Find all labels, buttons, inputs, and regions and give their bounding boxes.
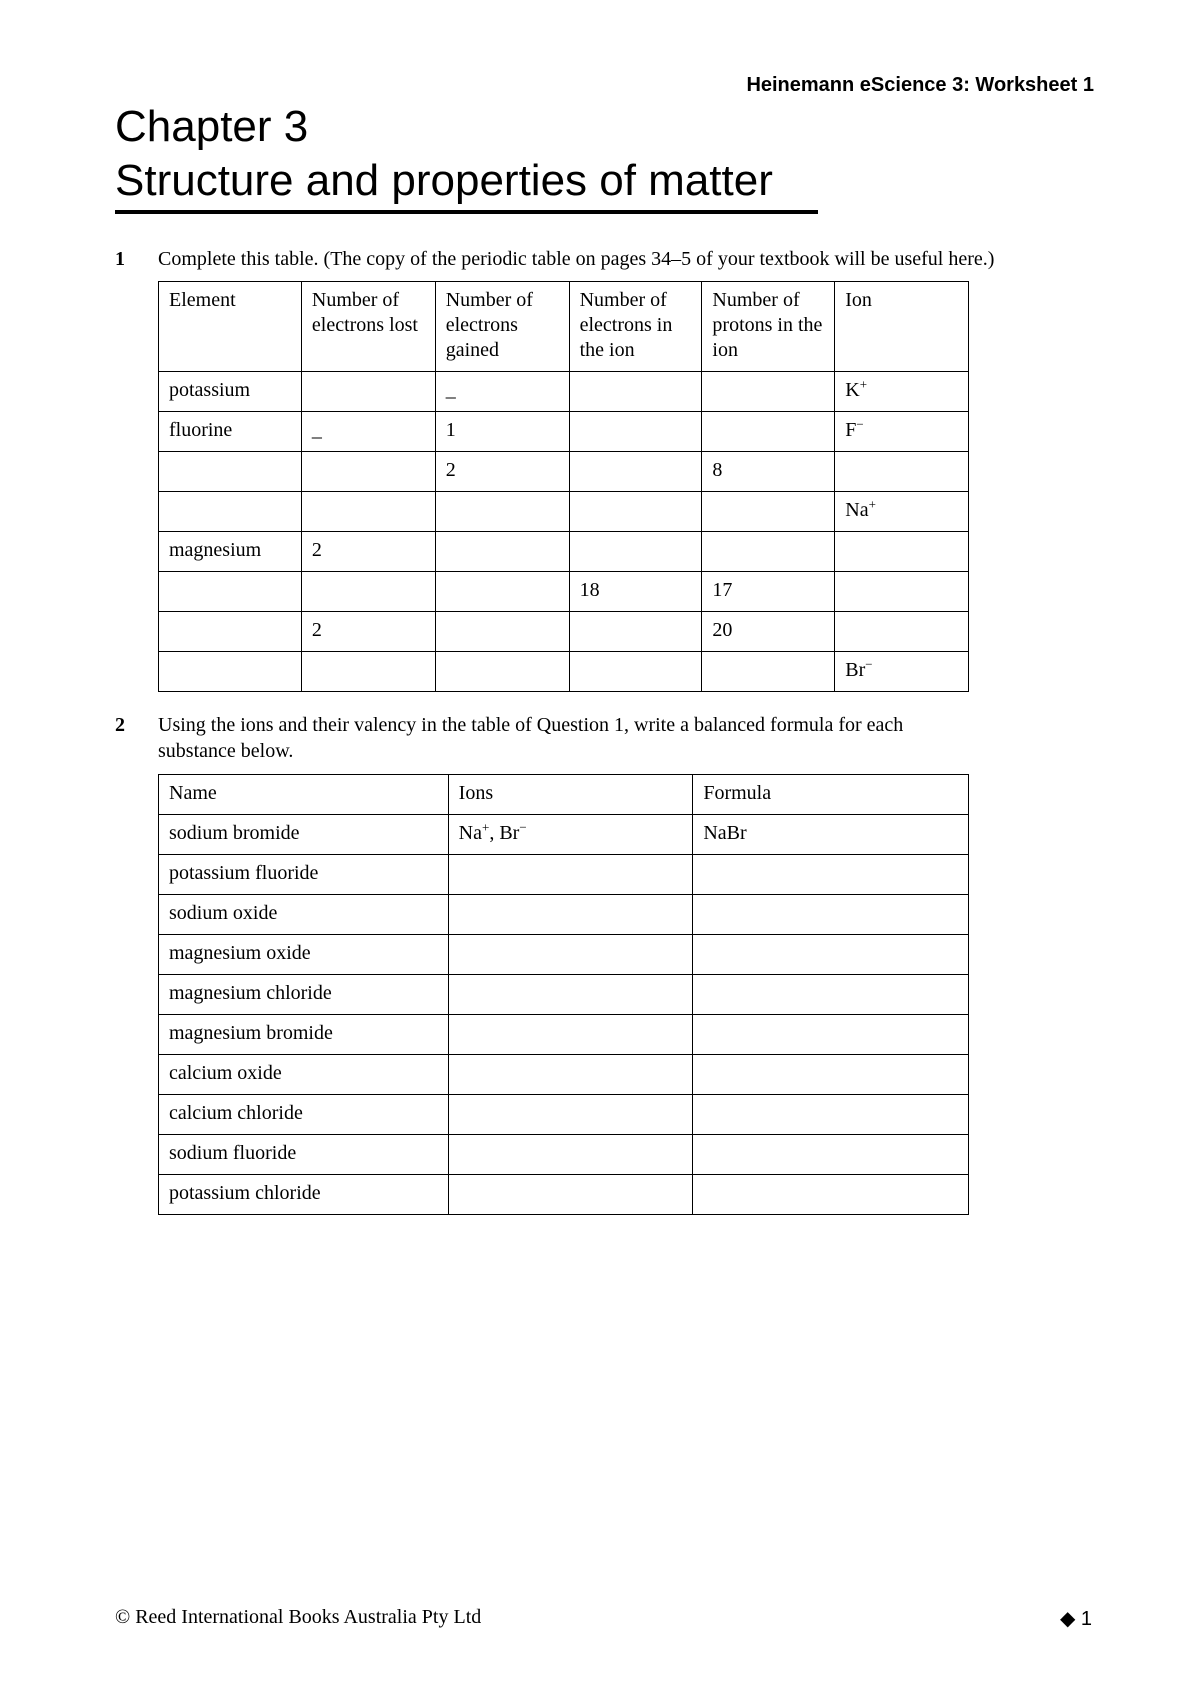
table-row <box>159 372 969 412</box>
header-cell: Element <box>159 282 302 372</box>
element-cell <box>159 612 302 652</box>
table-row <box>159 452 969 492</box>
element-cell <box>159 572 302 612</box>
table-row <box>159 855 969 895</box>
header-cell: Number of protons in the ion <box>702 282 835 372</box>
ion-cell: Na+ <box>835 492 969 532</box>
protons-in-ion-cell: 20 <box>702 612 835 652</box>
element-cell: magnesium <box>159 532 302 572</box>
ion-cell <box>835 612 969 652</box>
element-cell <box>159 452 302 492</box>
table-row <box>159 1135 969 1175</box>
electrons-gained-cell: _ <box>435 372 569 412</box>
ions-cell <box>448 1175 693 1215</box>
table-row <box>159 1055 969 1095</box>
electrons-lost-cell <box>301 652 435 692</box>
ions-cell <box>448 1135 693 1175</box>
formula-cell <box>693 975 969 1015</box>
table-row <box>159 975 969 1015</box>
ions-cell <box>448 855 693 895</box>
protons-in-ion-cell <box>702 652 835 692</box>
table-row <box>159 572 969 612</box>
question-number: 2 <box>115 714 125 736</box>
electrons-in-ion-cell: 18 <box>569 572 702 612</box>
name-cell: magnesium oxide <box>159 935 449 975</box>
protons-in-ion-cell <box>702 372 835 412</box>
name-cell: calcium oxide <box>159 1055 449 1095</box>
electrons-gained-cell <box>435 652 569 692</box>
electrons-lost-cell <box>301 372 435 412</box>
ions-cell <box>448 1055 693 1095</box>
table-row <box>159 895 969 935</box>
ions-cell <box>448 1015 693 1055</box>
protons-in-ion-cell <box>702 412 835 452</box>
ions-cell <box>448 975 693 1015</box>
ion-cell <box>835 572 969 612</box>
name-cell: sodium oxide <box>159 895 449 935</box>
header-cell: Ions <box>448 775 693 815</box>
formula-cell <box>693 1135 969 1175</box>
table-row <box>159 1175 969 1215</box>
name-cell: magnesium chloride <box>159 975 449 1015</box>
table-row <box>159 612 969 652</box>
electrons-lost-cell: 2 <box>301 612 435 652</box>
ions-cell <box>448 895 693 935</box>
ion-cell <box>835 532 969 572</box>
table-header-row <box>159 282 969 372</box>
table-row <box>159 1095 969 1135</box>
protons-in-ion-cell <box>702 492 835 532</box>
formula-cell <box>693 895 969 935</box>
electrons-gained-cell <box>435 612 569 652</box>
table-header-row <box>159 775 969 815</box>
table-row <box>159 652 969 692</box>
formula-cell <box>693 855 969 895</box>
element-cell: potassium <box>159 372 302 412</box>
electrons-lost-cell <box>301 452 435 492</box>
title-underline <box>115 210 818 214</box>
formula-cell <box>693 1015 969 1055</box>
electrons-gained-cell: 2 <box>435 452 569 492</box>
electrons-in-ion-cell <box>569 612 702 652</box>
formula-cell: NaBr <box>693 815 969 855</box>
electrons-in-ion-cell <box>569 372 702 412</box>
protons-in-ion-cell <box>702 532 835 572</box>
ion-cell <box>835 452 969 492</box>
question-1 <box>115 246 1115 272</box>
element-cell <box>159 492 302 532</box>
name-cell: sodium fluoride <box>159 1135 449 1175</box>
ion-cell: F− <box>835 412 969 452</box>
table-row <box>159 412 969 452</box>
formula-cell <box>693 935 969 975</box>
question-prompt: Complete this table. (The copy of the periodic table on pages 34–5 of your textbook will be useful here.) <box>158 248 995 270</box>
name-cell: sodium bromide <box>159 815 449 855</box>
electrons-in-ion-cell <box>569 532 702 572</box>
header-cell: Number of electrons gained <box>435 282 569 372</box>
formula-cell <box>693 1095 969 1135</box>
question-number: 1 <box>115 248 125 270</box>
electrons-in-ion-cell <box>569 652 702 692</box>
electrons-lost-cell: _ <box>301 412 435 452</box>
electrons-lost-cell <box>301 492 435 532</box>
electrons-lost-cell <box>301 572 435 612</box>
chapter-number: Chapter 3 <box>115 102 309 151</box>
ions-cell <box>448 935 693 975</box>
table-row <box>159 815 969 855</box>
electrons-gained-cell <box>435 492 569 532</box>
ions-cell: Na+, Br− <box>448 815 693 855</box>
header-cell: Name <box>159 775 449 815</box>
ions-cell <box>448 1095 693 1135</box>
formula-cell <box>693 1175 969 1215</box>
table-row <box>159 935 969 975</box>
table-row <box>159 532 969 572</box>
ion-cell: Br− <box>835 652 969 692</box>
electrons-gained-cell <box>435 532 569 572</box>
chapter-heading: Structure and properties of matter <box>115 156 773 205</box>
page-number: ◆ 1 <box>1059 1608 1092 1630</box>
copyright-notice: © Reed International Books Australia Pty Ltd <box>115 1606 482 1628</box>
question-prompt: Using the ions and their valency in the table of Question 1, write a balanced formula for each substance below. <box>158 714 904 762</box>
name-cell: potassium fluoride <box>159 855 449 895</box>
name-cell: potassium chloride <box>159 1175 449 1215</box>
electrons-gained-cell <box>435 572 569 612</box>
electrons-lost-cell: 2 <box>301 532 435 572</box>
header-cell: Number of electrons in the ion <box>569 282 702 372</box>
electrons-in-ion-cell <box>569 492 702 532</box>
ion-table <box>158 281 969 692</box>
chapter-title <box>115 100 773 208</box>
protons-in-ion-cell: 8 <box>702 452 835 492</box>
electrons-in-ion-cell <box>569 452 702 492</box>
header-cell: Number of electrons lost <box>301 282 435 372</box>
element-cell <box>159 652 302 692</box>
formula-table <box>158 774 969 1215</box>
electrons-gained-cell: 1 <box>435 412 569 452</box>
table-row <box>159 492 969 532</box>
name-cell: magnesium bromide <box>159 1015 449 1055</box>
ion-cell: K+ <box>835 372 969 412</box>
protons-in-ion-cell: 17 <box>702 572 835 612</box>
question-2 <box>115 712 1115 764</box>
table-row <box>159 1015 969 1055</box>
header-cell: Ion <box>835 282 969 372</box>
element-cell: fluorine <box>159 412 302 452</box>
name-cell: calcium chloride <box>159 1095 449 1135</box>
header-cell: Formula <box>693 775 969 815</box>
worksheet-series-header: Heinemann eScience 3: Worksheet 1 <box>746 74 1094 96</box>
formula-cell <box>693 1055 969 1095</box>
electrons-in-ion-cell <box>569 412 702 452</box>
